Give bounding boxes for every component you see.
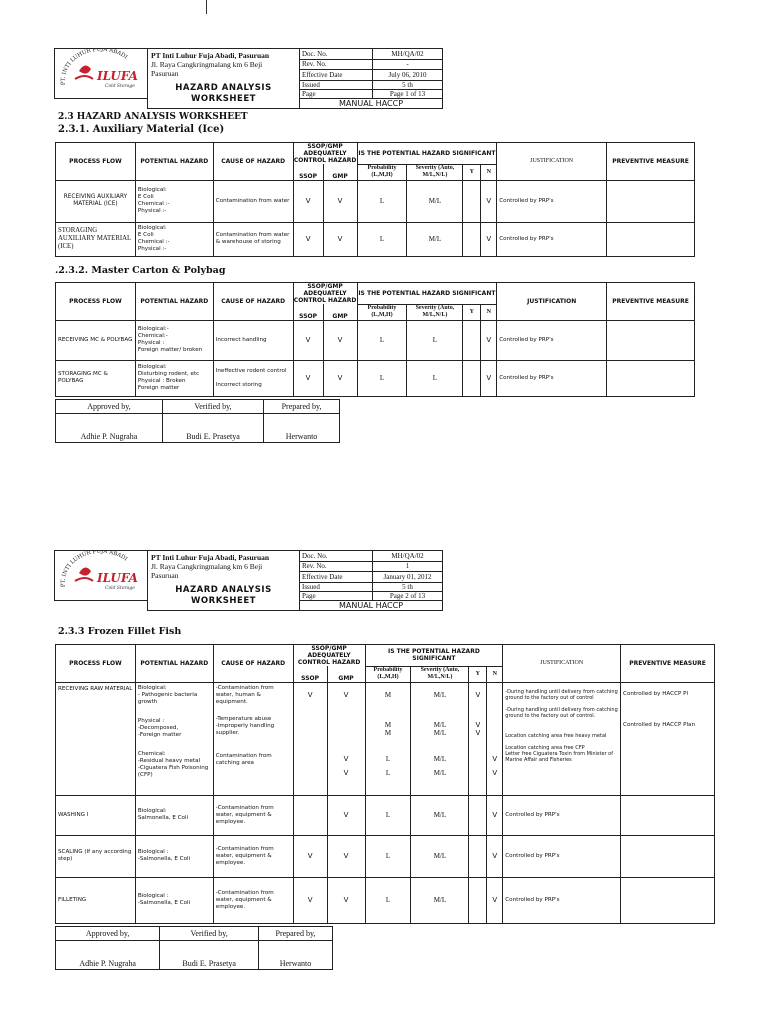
meta-value: July 06, 2010 (373, 70, 443, 81)
col-preventive: PREVENTIVE MEASURE (607, 283, 695, 321)
meta-value: Page 2 of 13 (373, 592, 443, 601)
ilufa-logo-icon (57, 551, 145, 595)
page-top-mark (206, 0, 207, 14)
cell-cause: Ineffective rodent control Incorrect storing (213, 360, 293, 396)
cell-cause: Contamination from water & warehouse of storing (213, 222, 293, 256)
approval-box-1 (55, 399, 340, 443)
meta-value: MH/QA/02 (373, 49, 443, 60)
cell-y (463, 180, 481, 222)
cell-cause: -Contamination from water, human & equipment. -Temperature abuse -Improperly handling supplier. Contamination from catching area (213, 682, 293, 795)
cell-cause: Incorrect handling (213, 320, 293, 360)
company-address-1: Jl. Raya Cangkringmalang km 6 Beji (151, 562, 263, 571)
company-info (148, 49, 300, 81)
meta-value: - (373, 59, 443, 70)
cell-cause: -Contamination from water, equipment & employee. (213, 795, 293, 835)
cell-severity: M/L (407, 180, 463, 222)
hazard-table-frozen-fillet (55, 644, 715, 924)
cell-n: V (481, 320, 497, 360)
cell-preventive: Controlled by HACCP Pl Controlled by HACCP Plan (621, 682, 715, 795)
ilufa-logo-icon (57, 49, 145, 93)
col-probability: Probability (L,M,H) (357, 304, 407, 320)
col-severity: Severity (Auto, M/L,N/L) (407, 164, 463, 180)
cell-gmp: V V V (327, 682, 365, 795)
col-potential-hazard: POTENTIAL HAZARD (135, 143, 213, 181)
cell-gmp: V (327, 795, 365, 835)
table-row (56, 835, 715, 877)
cell-preventive (607, 180, 695, 222)
col-severity: Severity (Auto, M/L,N/L) (407, 304, 463, 320)
logo-arc-text: PT. INTI LUHUR FUJA ABADI (60, 49, 129, 86)
cell-preventive (621, 835, 715, 877)
cell-flow: SCALING (If any according step) (56, 835, 136, 877)
cell-severity: M/L (411, 835, 469, 877)
cell-y: V V V (469, 682, 487, 795)
cell-ssop: V (293, 180, 323, 222)
meta-label: Rev. No. (300, 59, 373, 70)
company-address-2: Pasuruan (151, 69, 179, 78)
cell-preventive (607, 320, 695, 360)
col-ssop-gmp: SSOP/GMP ADEQUATELY CONTROL HAZARD (293, 645, 365, 667)
preparer-name: Herwanto (264, 414, 340, 443)
logo-text: ILUFA (97, 571, 138, 585)
cell-hazard: Biological:- Chemical:- Physical : Foreign matter/ broken (135, 320, 213, 360)
meta-value: 1 (373, 561, 443, 572)
meta-label: Effective Date (300, 70, 373, 81)
company-address-2: Pasuruan (151, 571, 179, 580)
col-severity: Severity (Auto, M/L,N/L) (411, 666, 469, 682)
col-ssop-gmp: SSOP/GMP ADEQUATELY CONTROL HAZARD (293, 283, 357, 304)
col-significant: IS THE POTENTIAL HAZARD SIGNIFICANT (357, 143, 497, 165)
approved-label: Approved by, (56, 927, 160, 941)
col-gmp: GMP (323, 304, 357, 320)
company-name: PT Inti Luhur Fuja Abadi, Pasuruan (151, 51, 270, 60)
cell-flow: RECEIVING MC & POLYBAG (56, 320, 136, 360)
company-logo (55, 49, 148, 99)
cell-probability: L (357, 360, 407, 396)
cell-hazard: Biological: Salmonella, E Coli (135, 795, 213, 835)
verifier-name: Budi E. Prasetya (162, 414, 263, 443)
worksheet-title-line: WORKSHEET (191, 596, 256, 606)
col-ssop: SSOP (293, 304, 323, 320)
col-n: N (481, 304, 497, 320)
meta-value: 5 th (373, 80, 443, 90)
approval-box-2 (55, 926, 333, 970)
cell-hazard: Biological : -Salmonella, E Coli (135, 877, 213, 923)
cell-justification: -During handling until delivery from catching ground to the factory out of control -During handling until delivery from catching ground to the factory out of control. Location catching area free heavy metal Location catching area free CFP Letter free Ciguatera Toxin from Minister of Marine Affair and Fisheries (503, 682, 621, 795)
worksheet-title-line: HAZARD ANALYSIS (175, 83, 272, 93)
cell-cause: -Contamination from water, equipment & employee. (213, 835, 293, 877)
cell-justification: Controlled by PRP's (503, 795, 621, 835)
cell-n: V (481, 180, 497, 222)
table-row (56, 682, 715, 795)
cell-n: V (487, 877, 503, 923)
cell-flow: FILLETING (56, 877, 136, 923)
cell-ssop: V (293, 320, 323, 360)
prepared-label: Prepared by, (258, 927, 332, 941)
company-logo (55, 551, 148, 601)
cell-severity: M/L (407, 222, 463, 256)
col-significant: IS THE POTENTIAL HAZARD SIGNIFICANT (365, 645, 503, 667)
col-justification: JUSTIFICATION (497, 283, 607, 321)
table-row (56, 180, 695, 222)
hazard-table-master-carton (55, 282, 695, 397)
cell-y (463, 360, 481, 396)
cell-justification: Controlled by PRP's (497, 222, 607, 256)
cell-severity: M/L M/L M/L M/L M/L (411, 682, 469, 795)
company-info (148, 551, 300, 583)
logo-text: ILUFA (97, 69, 138, 83)
approver-name: Adhie P. Nugraha (56, 414, 163, 443)
cell-justification: Controlled by PRP's (503, 835, 621, 877)
cell-ssop: V (293, 877, 327, 923)
cell-probability: L (357, 320, 407, 360)
col-y: Y (463, 164, 481, 180)
cell-y (463, 222, 481, 256)
cell-hazard: Biological: Disturbing rodent, etc Physical : Broken Foreign matter (135, 360, 213, 396)
cell-severity: L (407, 320, 463, 360)
document-header-1 (54, 48, 443, 109)
col-ssop: SSOP (293, 666, 327, 682)
col-y: Y (469, 666, 487, 682)
meta-label: Page (300, 90, 373, 99)
col-n: N (481, 164, 497, 180)
cell-ssop: V (293, 835, 327, 877)
manual-label: MANUAL HACCP (300, 601, 443, 611)
manual-label: MANUAL HACCP (300, 99, 443, 109)
cell-preventive (607, 222, 695, 256)
cell-n: V (487, 835, 503, 877)
col-preventive: PREVENTIVE MEASURE (607, 143, 695, 181)
preparer-name: Herwanto (258, 941, 332, 970)
cell-ssop (293, 795, 327, 835)
cell-justification: Controlled by PRP's (497, 180, 607, 222)
col-probability: Probability (L,M,H) (357, 164, 407, 180)
cell-y (469, 835, 487, 877)
cell-flow: RECEIVING AUXILIARY MATERIAL (ICE) (56, 180, 136, 222)
cell-probability: L (365, 835, 411, 877)
cell-preventive (621, 795, 715, 835)
cell-n: V V (487, 682, 503, 795)
cell-y (463, 320, 481, 360)
meta-label: Page (300, 592, 373, 601)
col-ssop-gmp: SSOP/GMP ADEQUATELY CONTROL HAZARD (293, 143, 357, 164)
worksheet-title-line: HAZARD ANALYSIS (175, 585, 272, 595)
cell-probability: M M M L L (365, 682, 411, 795)
col-gmp: GMP (327, 666, 365, 682)
col-significant: IS THE POTENTIAL HAZARD SIGNIFICANT (357, 283, 497, 305)
cell-probability: L (365, 795, 411, 835)
cell-probability: L (357, 222, 407, 256)
col-process-flow: PROCESS FLOW (56, 143, 136, 181)
col-n: N (487, 666, 503, 682)
col-justification: JUSTIFICATION (503, 645, 621, 683)
col-process-flow: PROCESS FLOW (56, 645, 136, 683)
verifier-name: Budi E. Prasetya (160, 941, 259, 970)
cell-gmp: V (323, 360, 357, 396)
table-row (56, 360, 695, 396)
cell-flow: STORAGING MC & POLYBAG (56, 360, 136, 396)
cell-y (469, 877, 487, 923)
cell-cause: -Contamination from water, equipment & employee. (213, 877, 293, 923)
col-ssop: SSOP (293, 164, 323, 180)
prepared-label: Prepared by, (264, 400, 340, 414)
cell-n: V (481, 222, 497, 256)
col-preventive: PREVENTIVE MEASURE (621, 645, 715, 683)
cell-probability: L (365, 877, 411, 923)
cell-ssop: V (293, 360, 323, 396)
company-name: PT Inti Luhur Fuja Abadi, Pasuruan (151, 553, 270, 562)
cell-probability: L (357, 180, 407, 222)
meta-label: Issued (300, 80, 373, 90)
cell-y (469, 795, 487, 835)
logo-arc-text: PT. INTI LUHUR FUJA ABADI (60, 551, 129, 588)
worksheet-title (148, 582, 300, 611)
col-potential-hazard: POTENTIAL HAZARD (135, 283, 213, 321)
table-row (56, 877, 715, 923)
meta-label: Rev. No. (300, 561, 373, 572)
cell-severity: M/L (411, 877, 469, 923)
cell-justification: Controlled by PRP's (497, 360, 607, 396)
cell-hazard: Biological: E Coli Chemical :- Physical :- (135, 180, 213, 222)
table-row (56, 795, 715, 835)
cell-hazard: Biological : -Salmonella, E Coli (135, 835, 213, 877)
section-title: 2.3 HAZARD ANALYSIS WORKSHEET (58, 112, 248, 122)
document-header-2 (54, 550, 443, 611)
cell-justification: Controlled by PRP's (503, 877, 621, 923)
meta-label: Doc. No. (300, 49, 373, 60)
cell-flow: RECEIVING RAW MATERIAL (56, 682, 136, 795)
hazard-table-ice (55, 142, 695, 257)
cell-justification: Controlled by PRP's (497, 320, 607, 360)
col-process-flow: PROCESS FLOW (56, 283, 136, 321)
worksheet-title (148, 80, 300, 109)
company-address-1: Jl. Raya Cangkringmalang km 6 Beji (151, 60, 263, 69)
cell-cause: Contamination from water (213, 180, 293, 222)
col-y: Y (463, 304, 481, 320)
meta-label: Issued (300, 582, 373, 592)
cell-gmp: V (323, 180, 357, 222)
meta-label: Effective Date (300, 572, 373, 583)
verified-label: Verified by, (160, 927, 259, 941)
col-probability: Probability (L,M,H) (365, 666, 411, 682)
approved-label: Approved by, (56, 400, 163, 414)
cell-ssop: V (293, 222, 323, 256)
subsection-title: 2.3.1. Auxiliary Material (Ice) (58, 124, 225, 135)
cell-severity: L (407, 360, 463, 396)
subsection-title: .2.3.2. Master Carton & Polybag (55, 265, 226, 276)
col-gmp: GMP (323, 164, 357, 180)
table-row (56, 222, 695, 256)
col-cause: CAUSE OF HAZARD (213, 143, 293, 181)
worksheet-title-line: WORKSHEET (191, 94, 256, 104)
col-justification: JUSTIFICATION (497, 143, 607, 181)
cell-gmp: V (327, 877, 365, 923)
cell-gmp: V (327, 835, 365, 877)
cell-preventive (607, 360, 695, 396)
col-cause: CAUSE OF HAZARD (213, 645, 293, 683)
cell-n: V (487, 795, 503, 835)
meta-value: 5 th (373, 582, 443, 592)
table-row (56, 320, 695, 360)
cell-gmp: V (323, 320, 357, 360)
logo-sub: Cold Storage (105, 586, 135, 591)
cell-flow: WASHING I (56, 795, 136, 835)
meta-label: Doc. No. (300, 551, 373, 562)
subsection-title: 2.3.3 Frozen Fillet Fish (58, 626, 182, 637)
cell-preventive (621, 877, 715, 923)
cell-n: V (481, 360, 497, 396)
approver-name: Adhie P. Nugraha (56, 941, 160, 970)
col-cause: CAUSE OF HAZARD (213, 283, 293, 321)
cell-hazard: Biological: - Pathogenic bacteria growth Physical : -Decomposed, -Foreign matter Chemical: -Residual heavy metal -Ciguatera Fish Poisoning (CFP) (135, 682, 213, 795)
meta-value: MH/QA/02 (373, 551, 443, 562)
meta-value: January 01, 2012 (373, 572, 443, 583)
cell-severity: M/L (411, 795, 469, 835)
logo-sub: Cold Storage (105, 84, 135, 89)
verified-label: Verified by, (162, 400, 263, 414)
meta-value: Page 1 of 13 (373, 90, 443, 99)
cell-flow: STORAGING AUXILIARY MATERIAL (ICE) (56, 222, 136, 256)
col-potential-hazard: POTENTIAL HAZARD (135, 645, 213, 683)
cell-hazard: Biological: E Coli Chemical :- Physical :- (135, 222, 213, 256)
cell-ssop: V (293, 682, 327, 795)
cell-gmp: V (323, 222, 357, 256)
